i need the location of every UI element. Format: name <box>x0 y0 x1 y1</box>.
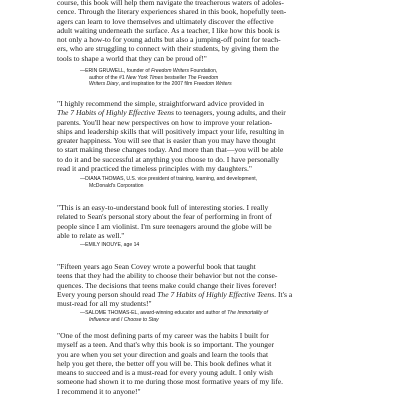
quote-line: ers, who are struggling to connect with their students, by giving them the <box>57 44 279 54</box>
quote-line: myself as a teen. And that's why this book is so important. The younger <box>57 340 274 350</box>
quote-line: able to relate as well." <box>57 230 125 240</box>
testimonial-attribution-diana-thomas <box>80 176 370 189</box>
quote-line: I recommend it to anyone!" <box>57 386 141 396</box>
quote-line: ships and leadership skills that will positively impact your life, resulting in <box>57 126 284 136</box>
testimonial-quote-emily-inouye <box>57 203 357 240</box>
quote-line: to start making these changes today. And more than that—you will be able <box>57 145 284 155</box>
testimonial-quote-salome-thomas-el <box>57 262 357 308</box>
attribution-line: McDonald's Corporation <box>89 182 144 189</box>
testimonial-attribution-salome-thomas-el <box>80 310 370 323</box>
quote-line: you are when you set your direction and goals and learn the tools that <box>57 349 269 359</box>
attribution-line: —SALOME THOMAS-EL, award-winning educator and author of The Immortality of <box>80 310 268 316</box>
testimonial-attribution-gruwell <box>80 68 370 88</box>
attribution-line: Influence and I Choose to Stay <box>89 316 159 323</box>
quote-line: greater happiness. You will see that is easier than you may have thought <box>57 136 276 146</box>
quote-line: people since I am violinist. I'm sure teenagers around the globe will be <box>57 221 272 231</box>
quote-line: parents. You'll hear new perspectives on how to improve your relation- <box>57 117 273 127</box>
quote-line: must-read for all my students!" <box>57 299 152 309</box>
quote-line: someone had shown it to me during those most formative years of my life. <box>57 377 284 387</box>
quote-line: teens that they had the ability to choose their behavior but not the conse- <box>57 271 278 281</box>
quote-line: agers can learn to love themselves and ultimately discover the effective <box>57 16 274 26</box>
quote-line: course, this book will help them navigate the treacherous waters of adoles- <box>57 0 284 7</box>
quote-line: "I highly recommend the simple, straightforward advice provided in <box>57 99 265 108</box>
quote-line: adult waiting underneath the surface. As a teacher, I like how this book is <box>57 25 280 35</box>
quote-line: help you get there, the better off you will be. This book defines what it <box>57 358 272 368</box>
quote-line: "This is an easy-to-understand book full of interesting stories. I really <box>57 203 269 212</box>
testimonial-attribution-emily-inouye <box>80 242 370 249</box>
quote-line: "One of the most defining parts of my career was the habits I built for <box>57 331 269 340</box>
quote-line: "Fifteen years ago Sean Covey wrote a powerful book that taught <box>57 262 256 271</box>
attribution-line: —EMILY INOUYE, age 14 <box>80 242 140 248</box>
quote-line: The 7 Habits of Highly Effective Teens to teenagers, young adults, and their <box>57 108 286 118</box>
attribution-line: Writers Diary, and inspiration for the 2007 film Freedom Writers <box>89 81 232 88</box>
quote-line: read it and practiced the timeless principles with my daughters." <box>57 164 252 174</box>
testimonial-quote-gruwell <box>57 0 357 63</box>
quote-line: not only a how-to for young adults but also a jumping-off point for teach- <box>57 35 281 45</box>
attribution-line: —DIANA THOMAS, U.S. vice president of training, learning, and development, <box>80 176 258 182</box>
quote-line: to do it and be successful at anything you choose to do. I have personally <box>57 154 280 164</box>
attribution-line: author of the #1 New York Times bestseller The Freedom <box>89 74 219 81</box>
quote-line: quences. The decisions that teens make could change their lives forever! <box>57 280 277 290</box>
quote-line: cence. Through the literary experiences shared in this book, hopefully teen- <box>57 7 287 17</box>
testimonial-quote-diana-thomas <box>57 99 357 173</box>
quote-line: tools to shape a world that they can be proud of!" <box>57 53 207 63</box>
attribution-line: —ERIN GRUWELL, founder of Freedom Writers Foundation, <box>80 68 218 74</box>
testimonial-quote-career-habits <box>57 331 357 396</box>
quote-line: Every young person should read The 7 Habits of Highly Effective Teens. It's a <box>57 289 293 299</box>
quote-line: related to Sean's personal story about the fear of performing in front of <box>57 212 272 222</box>
quote-line: means to succeed and is a must-read for every young adult. I only wish <box>57 368 273 378</box>
